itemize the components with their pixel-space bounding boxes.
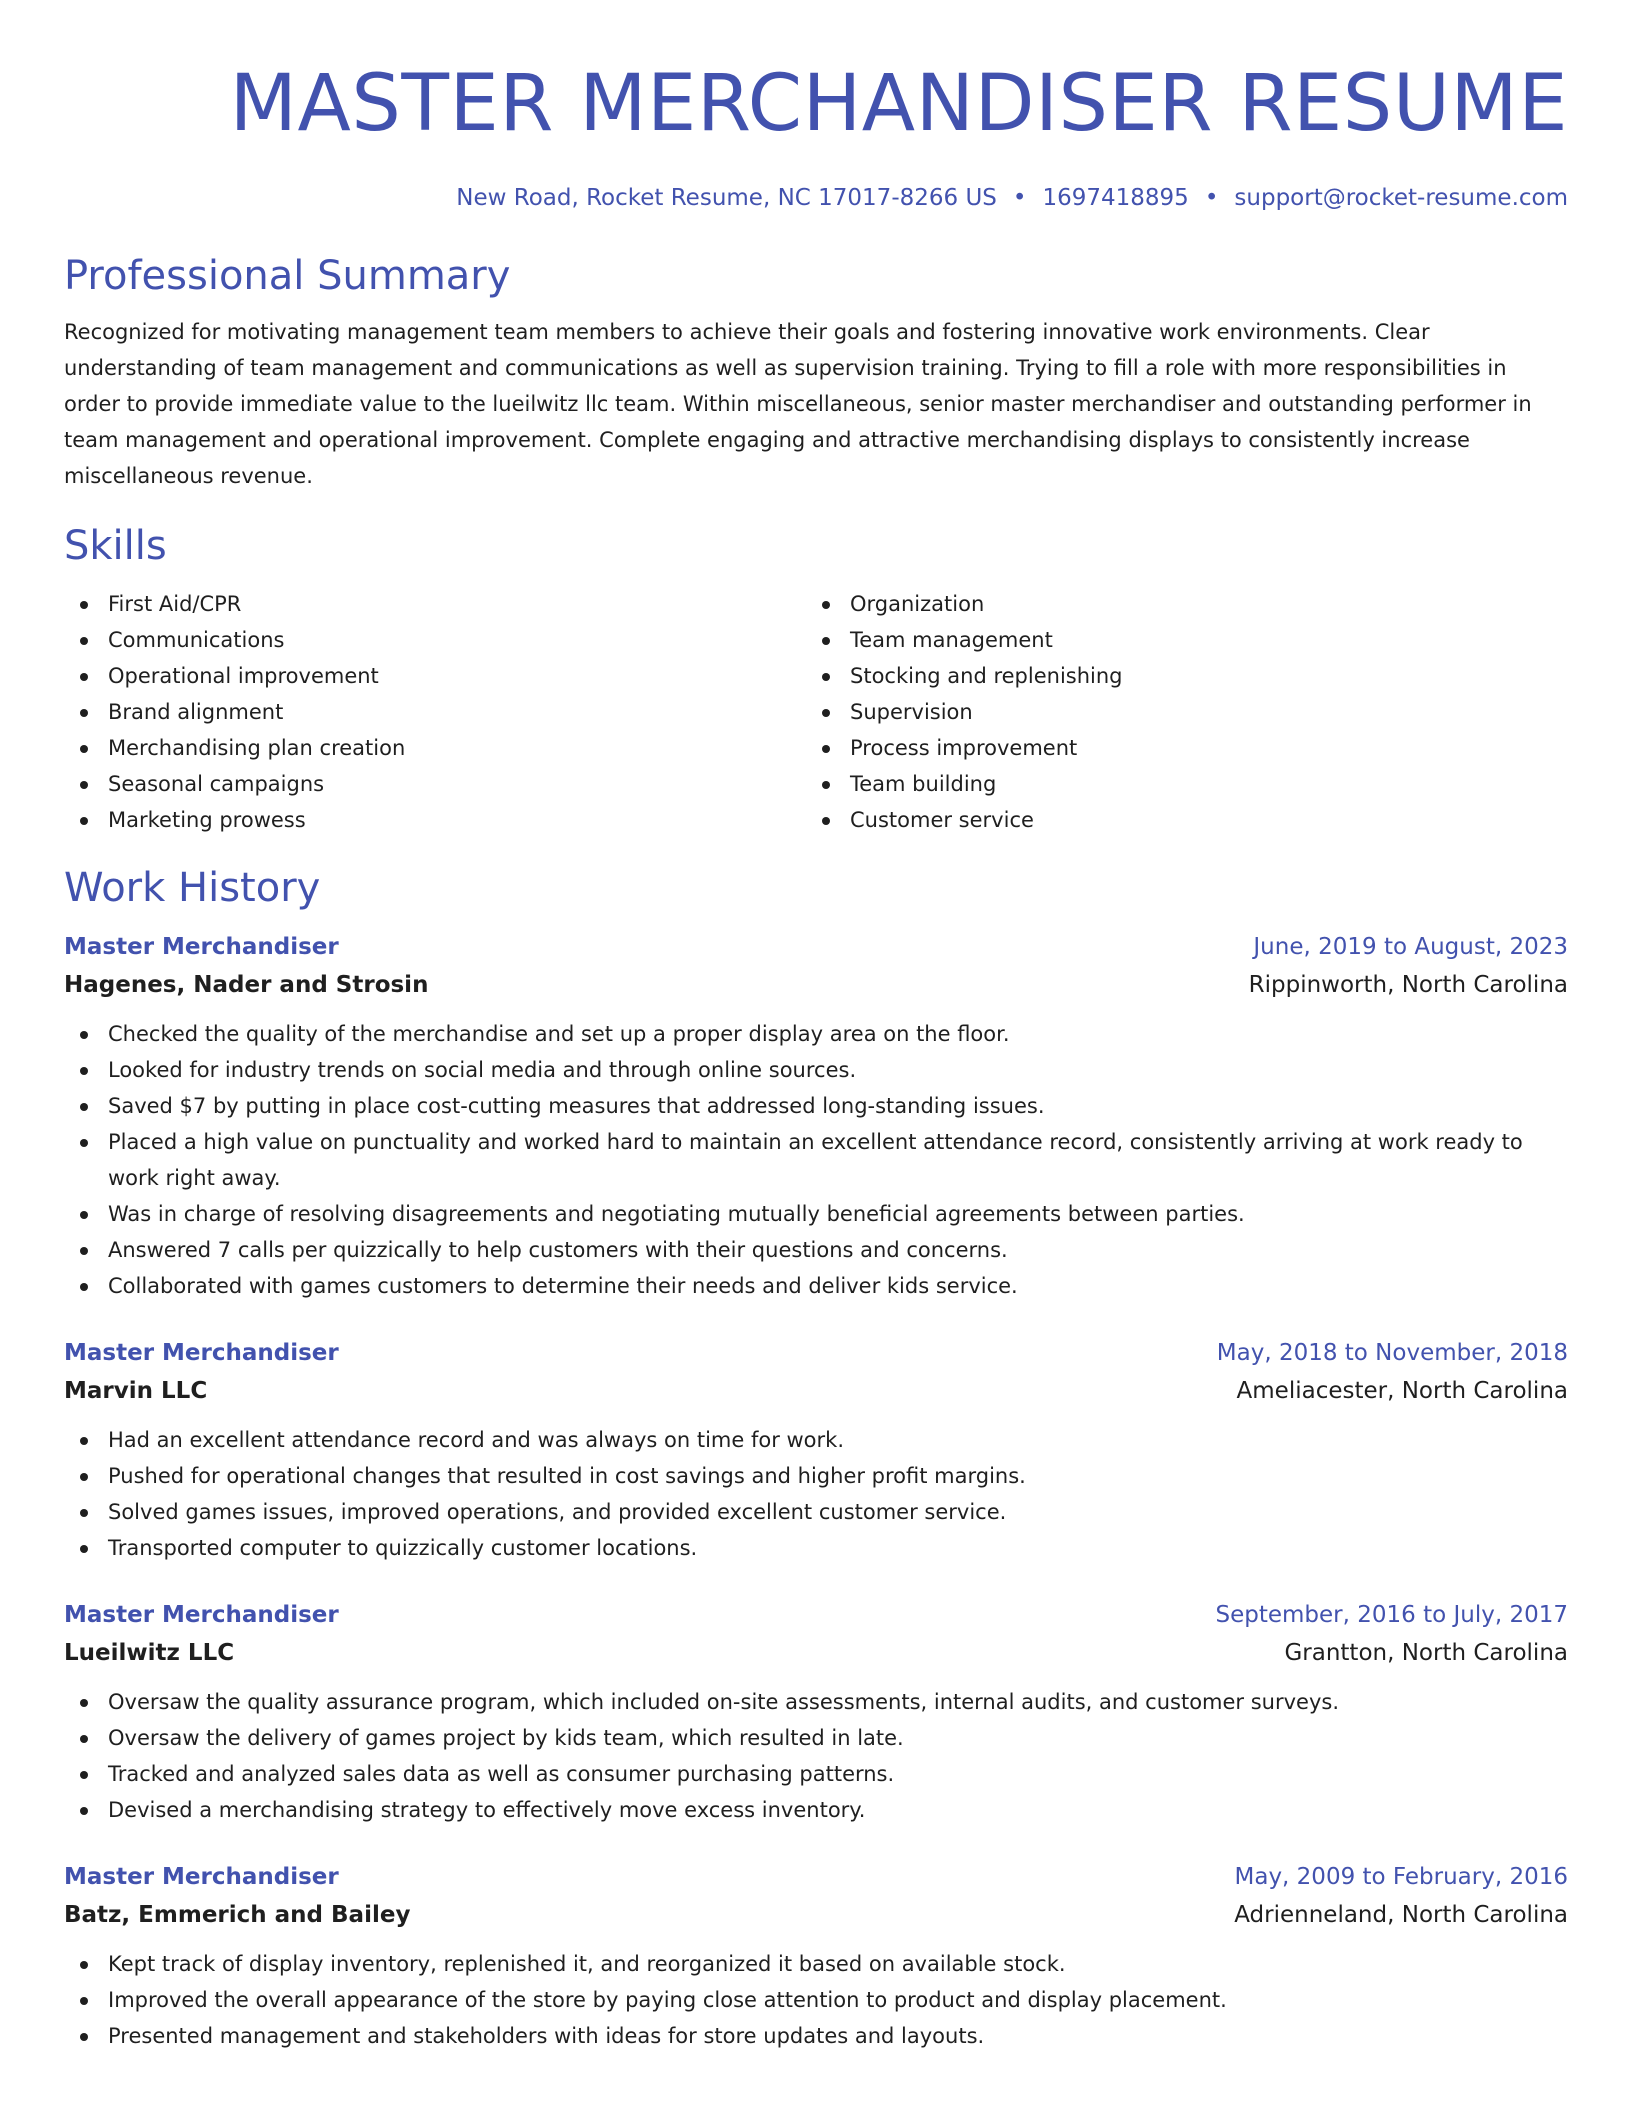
bullet-dot	[80, 1283, 88, 1291]
duty-item: Kept track of display inventory, replenished it, and reorganized it based on available stock.	[64, 1946, 1568, 1982]
summary-text: Recognized for motivating management team members to achieve their goals and fostering innovative work environments. Clear understanding of team management and communications as well as supervision training. Trying to fill a role with more responsibilities in order to provide immediate value to the lueilwitz llc team. Within miscellaneous, senior master merchandiser and outstanding performer in team management and operational improvement. Complete engaging and attractive merchandising displays to consistently increase miscellaneous revenue.	[64, 320, 1532, 488]
skill-item: Customer service	[806, 802, 1548, 838]
duty-item: Had an excellent attendance record and was always on time for work.	[64, 1422, 1568, 1458]
job-company-row	[64, 1896, 1568, 1934]
bullet-dot	[80, 1735, 88, 1743]
bullet-dot	[822, 781, 830, 789]
bullet-dot	[80, 1771, 88, 1779]
skills-columns	[64, 586, 1568, 838]
job-entry	[64, 1596, 1568, 1828]
skill-item: Supervision	[806, 694, 1548, 730]
bullet-dot	[80, 1545, 88, 1553]
job-entry	[64, 928, 1568, 1304]
job-role: Master Merchandiser	[64, 934, 339, 960]
job-dates: May, 2018 to November, 2018	[1216, 1340, 1568, 1366]
duty-item: Devised a merchandising strategy to effectively move excess inventory.	[64, 1792, 1568, 1828]
job-company-row	[64, 1372, 1568, 1410]
work-history-heading: Work History	[64, 865, 321, 911]
bullet-dot	[80, 1103, 88, 1111]
bullet-dot	[80, 1961, 88, 1969]
skill-item: Team management	[806, 622, 1548, 658]
job-duties	[64, 1946, 1568, 2054]
job-dates: September, 2016 to July, 2017	[1215, 1602, 1568, 1628]
job-header-row	[64, 1596, 1568, 1634]
contact-separator: •	[1012, 185, 1027, 211]
job-duties	[64, 1684, 1568, 1828]
bullet-dot	[80, 637, 88, 645]
skills-list-right	[806, 586, 1548, 838]
job-location: Adrienneland, North Carolina	[1234, 1902, 1568, 1928]
skill-item: Merchandising plan creation	[64, 730, 806, 766]
bullet-dot	[822, 673, 830, 681]
job-company: Hagenes, Nader and Strosin	[64, 972, 429, 998]
resume-title: MASTER MERCHANDISER RESUME	[229, 59, 1568, 149]
skill-item: Marketing prowess	[64, 802, 806, 838]
bullet-dot	[80, 817, 88, 825]
duty-item: Was in charge of resolving disagreements and negotiating mutually beneficial agreements between parties.	[64, 1196, 1568, 1232]
job-company: Batz, Emmerich and Bailey	[64, 1902, 411, 1928]
job-location: Ameliacester, North Carolina	[1236, 1378, 1568, 1404]
bullet-dot	[80, 1247, 88, 1255]
contact-separator: •	[1204, 185, 1219, 211]
bullet-dot	[80, 709, 88, 717]
skill-item: Process improvement	[806, 730, 1548, 766]
job-entry	[64, 1334, 1568, 1566]
job-company-row	[64, 966, 1568, 1004]
job-location: Grantton, North Carolina	[1284, 1640, 1568, 1666]
duty-item: Oversaw the delivery of games project by kids team, which resulted in late.	[64, 1720, 1568, 1756]
bullet-dot	[822, 709, 830, 717]
skill-item: Operational improvement	[64, 658, 806, 694]
bullet-dot	[822, 817, 830, 825]
bullet-dot	[80, 1031, 88, 1039]
job-location: Rippinworth, North Carolina	[1248, 972, 1568, 998]
contact-line	[64, 182, 1568, 214]
skills-list-left	[64, 586, 806, 838]
job-role: Master Merchandiser	[64, 1340, 339, 1366]
job-header-row	[64, 1858, 1568, 1896]
skill-item: Seasonal campaigns	[64, 766, 806, 802]
duty-item: Tracked and analyzed sales data as well as consumer purchasing patterns.	[64, 1756, 1568, 1792]
job-entry	[64, 1858, 1568, 2054]
duty-item: Collaborated with games customers to determine their needs and deliver kids service.	[64, 1268, 1568, 1304]
duty-item: Looked for industry trends on social media and through online sources.	[64, 1052, 1568, 1088]
bullet-dot	[80, 1807, 88, 1815]
job-duties	[64, 1016, 1568, 1304]
skill-item: Communications	[64, 622, 806, 658]
skill-item: Brand alignment	[64, 694, 806, 730]
duty-item: Oversaw the quality assurance program, which included on-site assessments, internal audits, and customer surveys.	[64, 1684, 1568, 1720]
bullet-dot	[80, 1139, 88, 1147]
bullet-dot	[80, 1473, 88, 1481]
duty-item: Presented management and stakeholders with ideas for store updates and layouts.	[64, 2018, 1568, 2054]
bullet-dot	[80, 1437, 88, 1445]
bullet-dot	[80, 2033, 88, 2041]
duty-item: Improved the overall appearance of the store by paying close attention to product and display placement.	[64, 1982, 1568, 2018]
resume-page	[64, 0, 1568, 2054]
contact-email[interactable]: support@rocket-resume.com	[1234, 185, 1568, 211]
skills-heading: Skills	[64, 523, 167, 569]
skill-item: Stocking and replenishing	[806, 658, 1548, 694]
job-dates: May, 2009 to February, 2016	[1234, 1864, 1568, 1890]
duty-item: Saved $7 by putting in place cost-cutting measures that addressed long-standing issues.	[64, 1088, 1568, 1124]
job-company-row	[64, 1634, 1568, 1672]
job-duties	[64, 1422, 1568, 1566]
bullet-dot	[80, 673, 88, 681]
skill-item: Team building	[806, 766, 1548, 802]
skills-column-right	[806, 586, 1548, 838]
job-role: Master Merchandiser	[64, 1602, 339, 1628]
bullet-dot	[822, 601, 830, 609]
summary-heading: Professional Summary	[64, 253, 511, 299]
bullet-dot	[80, 745, 88, 753]
bullet-dot	[80, 601, 88, 609]
job-header-row	[64, 928, 1568, 966]
duty-item: Solved games issues, improved operations, and provided excellent customer service.	[64, 1494, 1568, 1530]
bullet-dot	[80, 1509, 88, 1517]
bullet-dot	[80, 1699, 88, 1707]
bullet-dot	[822, 637, 830, 645]
bullet-dot	[80, 1067, 88, 1075]
skill-item: Organization	[806, 586, 1548, 622]
contact-phone: 1697418895	[1042, 185, 1189, 211]
duty-item: Checked the quality of the merchandise and set up a proper display area on the floor.	[64, 1016, 1568, 1052]
job-dates: June, 2019 to August, 2023	[1253, 934, 1568, 960]
duty-item: Answered 7 calls per quizzically to help customers with their questions and concerns.	[64, 1232, 1568, 1268]
contact-address: New Road, Rocket Resume, NC 17017-8266 US	[456, 185, 997, 211]
bullet-dot	[80, 781, 88, 789]
job-header-row	[64, 1334, 1568, 1372]
job-company: Marvin LLC	[64, 1378, 208, 1404]
skills-column-left	[64, 586, 806, 838]
job-role: Master Merchandiser	[64, 1864, 339, 1890]
skill-item: First Aid/CPR	[64, 586, 806, 622]
job-company: Lueilwitz LLC	[64, 1640, 235, 1666]
bullet-dot	[80, 1997, 88, 2005]
duty-item: Transported computer to quizzically customer locations.	[64, 1530, 1568, 1566]
bullet-dot	[80, 1211, 88, 1219]
duty-item: Pushed for operational changes that resulted in cost savings and higher profit margins.	[64, 1458, 1568, 1494]
bullet-dot	[822, 745, 830, 753]
duty-item: Placed a high value on punctuality and worked hard to maintain an excellent attendance record, consistently arriving at work ready to work right away.	[64, 1124, 1568, 1196]
